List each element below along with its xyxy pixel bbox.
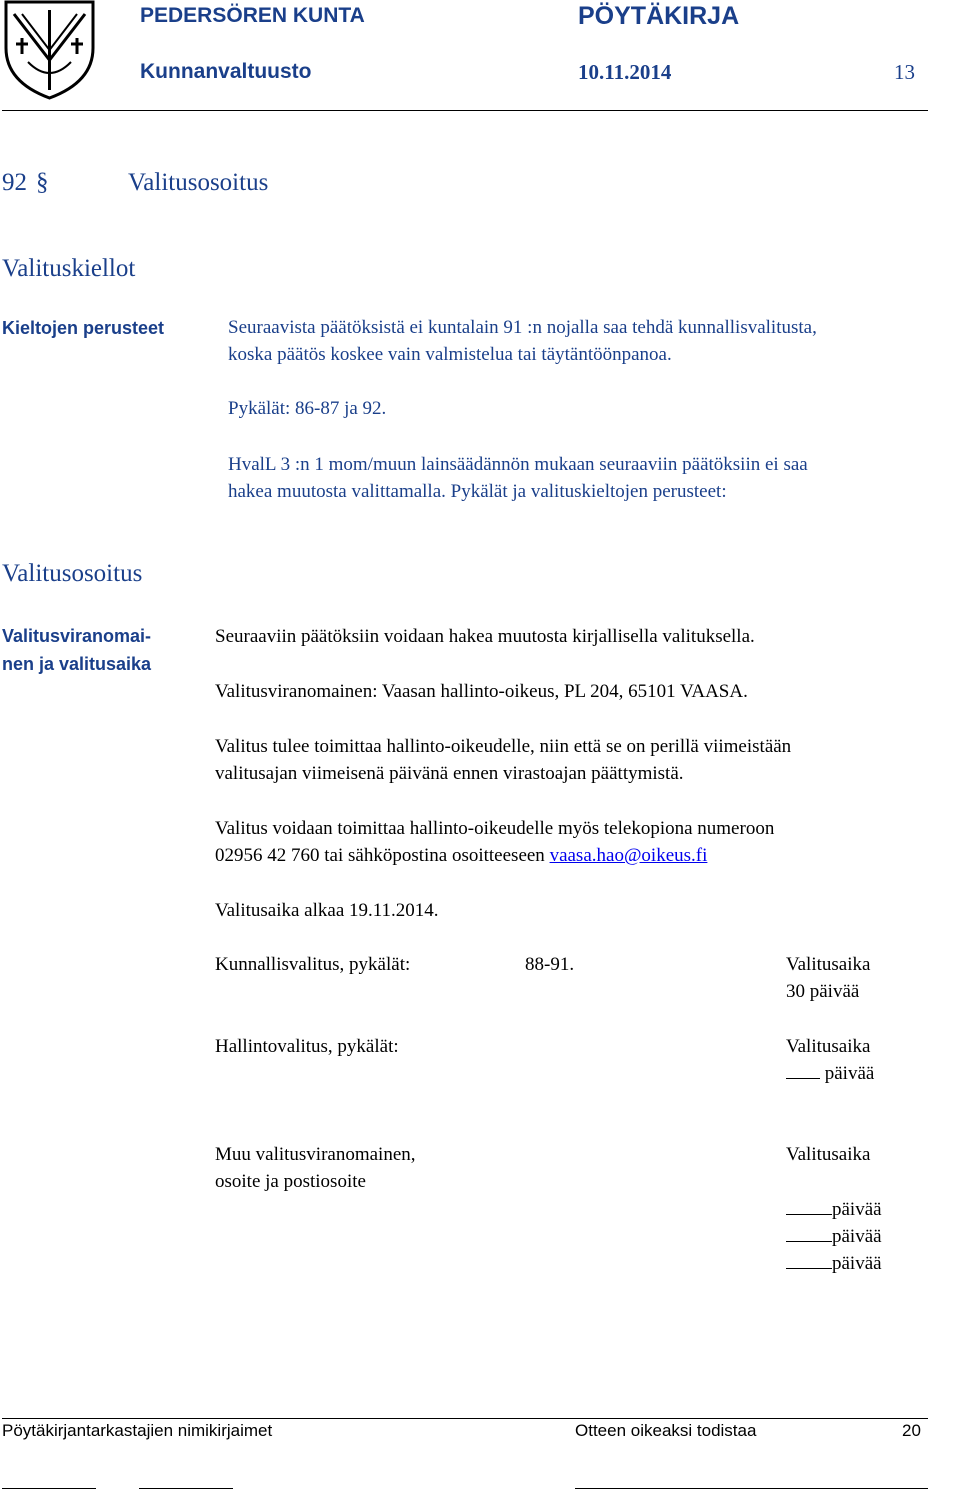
other-authority-days-1: päivää [786, 1196, 882, 1223]
municipal-appeal-period-value: 30 päivää [786, 981, 860, 1002]
certification-line [575, 1488, 928, 1489]
email-link[interactable]: vaasa.hao@oikeus.fi [549, 845, 708, 866]
organization-name: PEDERSÖREN KUNTA [140, 4, 365, 27]
appeal-label-line-1: Valitusviranomai- [2, 626, 152, 646]
appeal-paragraph-2: Valitusviranomainen: Vaasan hallinto-oikeus, PL 204, 65101 VAASA. [215, 681, 748, 702]
appeal-paragraph-4-line-1: Valitus voidaan toimittaa hallinto-oikeudelle myös telekopiona numeroon [215, 818, 775, 839]
footer-initials-label: Pöytäkirjantarkastajien nimikirjaimet [2, 1421, 273, 1440]
page-number: 13 [894, 60, 915, 84]
municipal-appeal-label: Kunnallisvalitus, pykälät: [215, 954, 411, 975]
section-number: 92 [2, 169, 27, 196]
footer-rule [2, 1418, 928, 1419]
appeal-paragraph-3-line-2: valitusajan viimeisenä päivänä ennen virastoajan päättymistä. [215, 763, 684, 784]
appeal-paragraph-1: Seuraaviin päätöksiin voidaan hakea muutosta kirjallisella valituksella. [215, 626, 755, 647]
restrictions-paragraph-1-line-2: koska päätös koskee vain valmistelua tai täytäntöönpanoa. [228, 344, 672, 365]
appeal-paragraph-3-line-1: Valitus tulee toimittaa hallinto-oikeudelle, niin että se on perillä viimeistään [215, 736, 792, 757]
municipal-appeal-period-label: Valitusaika [786, 954, 871, 975]
appeal-label-line-2: nen ja valitusaika [2, 654, 152, 674]
restrictions-label: Kieltojen perusteet [2, 318, 165, 338]
restrictions-heading: Valituskiellot [2, 255, 136, 282]
appeal-heading: Valitusosoitus [2, 560, 143, 587]
restrictions-paragraph-3-line-2: hakea muutosta valittamalla. Pykälät ja valituskieltojen perusteet: [228, 481, 727, 502]
coat-of-arms-logo [2, 0, 97, 100]
initials-line-1 [2, 1488, 96, 1489]
restrictions-paragraph-1-line-1: Seuraavista päätöksistä ei kuntalain 91 :n nojalla saa tehdä kunnallisvalitusta, [228, 317, 817, 338]
other-authority-label-line-2: osoite ja postiosoite [215, 1171, 366, 1192]
administrative-appeal-label: Hallintovalitus, pykälät: [215, 1036, 399, 1057]
meeting-date: 10.11.2014 [578, 60, 672, 84]
council-name: Kunnanvaltuusto [140, 60, 312, 83]
fax-text: 02956 42 760 tai sähköpostina osoitteeseen [215, 845, 550, 866]
document-type: PÖYTÄKIRJA [578, 2, 740, 30]
administrative-appeal-period-label: Valitusaika [786, 1036, 871, 1057]
initials-line-2 [139, 1488, 233, 1489]
section-title: Valitusosoitus [128, 169, 269, 196]
footer-page-number: 20 [902, 1421, 921, 1440]
other-authority-period-label: Valitusaika [786, 1144, 871, 1165]
section-symbol: § [36, 169, 49, 196]
municipal-appeal-sections: 88-91. [525, 954, 575, 975]
header-rule [2, 110, 928, 111]
other-authority-days-3: päivää [786, 1250, 882, 1277]
restrictions-paragraph-3-line-1: HvalL 3 :n 1 mom/muun lainsäädännön mukaan seuraaviin päätöksiin ei saa [228, 454, 808, 475]
administrative-appeal-days: päivää [786, 1060, 874, 1087]
other-authority-label-line-1: Muu valitusviranomainen, [215, 1144, 416, 1165]
appeal-start-date: Valitusaika alkaa 19.11.2014. [215, 900, 439, 921]
footer-certification-label: Otteen oikeaksi todistaa [575, 1421, 757, 1440]
other-authority-days-2: päivää [786, 1223, 882, 1250]
appeal-paragraph-4-line-2 [215, 842, 707, 869]
restrictions-paragraph-2: Pykälät: 86-87 ja 92. [228, 398, 387, 419]
